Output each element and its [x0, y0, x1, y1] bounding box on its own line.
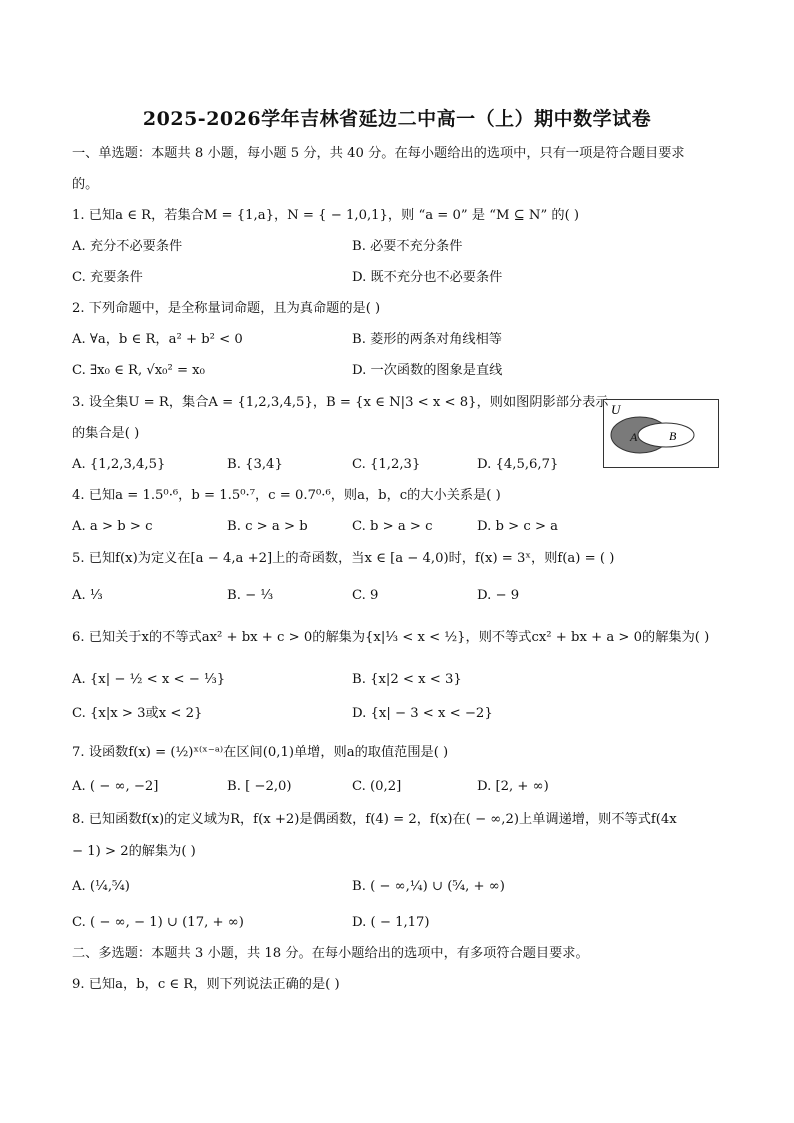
q6-option-b: B. {x|2 < x < 3}	[352, 672, 462, 687]
question-6-stem: 6. 已知关于x的不等式ax² + bx + c > 0的解集为{x|⅓ < x < ½}，则不等式cx² + bx + a > 0的解集为( )	[72, 630, 710, 645]
section1-heading-line1: 一、单选题：本题共 8 小题，每小题 5 分，共 40 分。在每小题给出的选项中，只有一项是符合题目要求	[72, 146, 685, 161]
q7-option-a: A. ( − ∞, −2]	[72, 779, 159, 794]
question-8-stem-line2: − 1) > 2的解集为( )	[72, 844, 196, 859]
question-8-stem-line1: 8. 已知函数f(x)的定义域为R，f(x +2)是偶函数，f(4) = 2，f(x)在( − ∞,2)上单调递增，则不等式f(4x	[72, 812, 677, 827]
q1-option-c: C. 充要条件	[72, 270, 143, 285]
question-1-stem: 1. 已知a ∈ R，若集合M = {1,a}，N = { − 1,0,1}，则 “a = 0” 是 “M ⊆ N” 的( )	[72, 208, 580, 223]
q2-option-b: B. 菱形的两条对角线相等	[352, 332, 502, 347]
q5-option-c: C. 9	[352, 588, 379, 603]
q2-option-d: D. 一次函数的图象是直线	[352, 363, 503, 378]
q8-option-c: C. ( − ∞, − 1) ∪ (17, + ∞)	[72, 915, 244, 930]
q4-option-d: D. b > c > a	[477, 519, 559, 534]
venn-set-b-label: B	[669, 429, 677, 443]
q5-option-b: B. − ⅓	[227, 588, 274, 603]
venn-diagram-svg	[604, 400, 718, 467]
q7-option-c: C. (0,2]	[352, 779, 402, 794]
q3-option-b: B. {3,4}	[227, 457, 283, 472]
q1-option-a: A. 充分不必要条件	[72, 239, 183, 254]
q7-option-b: B. [ −2,0)	[227, 779, 292, 794]
exam-title: 2025-2026学年吉林省延边二中高一（上）期中数学试卷	[142, 108, 652, 130]
q8-option-b: B. ( − ∞,¼) ∪ (⁵⁄₄, + ∞)	[352, 879, 505, 894]
venn-diagram	[603, 399, 719, 468]
q6-option-c: C. {x|x > 3或x < 2}	[72, 706, 203, 721]
question-4-stem: 4. 已知a = 1.5⁰·⁶，b = 1.5⁰·⁷，c = 0.7⁰·⁶，则a，b，c的大小关系是( )	[72, 488, 501, 503]
question-9-stem: 9. 已知a，b，c ∈ R，则下列说法正确的是( )	[72, 977, 340, 992]
venn-set-a-label: A	[630, 430, 638, 444]
set-b-ellipse	[638, 423, 694, 447]
q8-option-d: D. ( − 1,17)	[352, 915, 430, 930]
q8-option-a: A. (¹⁄₄,⁵⁄₄)	[72, 879, 130, 894]
q2-option-c: C. ∃x₀ ∈ R, √x₀² = x₀	[72, 363, 205, 378]
q2-option-a: A. ∀a，b ∈ R，a² + b² < 0	[72, 332, 243, 347]
q1-option-d: D. 既不充分也不必要条件	[352, 270, 503, 285]
question-3-stem-line2: 的集合是( )	[72, 426, 140, 441]
question-7-stem: 7. 设函数f(x) = (½)ˣ⁽ˣ⁻ᵃ⁾在区间(0,1)单增，则a的取值范围是( )	[72, 745, 449, 760]
q6-option-a: A. {x| − ½ < x < − ⅓}	[72, 672, 226, 687]
q4-option-c: C. b > a > c	[352, 519, 433, 534]
q3-option-c: C. {1,2,3}	[352, 457, 421, 472]
venn-universe-label: U	[611, 402, 621, 417]
question-3-stem-line1: 3. 设全集U = R，集合A = {1,2,3,4,5}，B = {x ∈ N|3 < x < 8}，则如图阴影部分表示	[72, 395, 609, 410]
q1-option-b: B. 必要不充分条件	[352, 239, 463, 254]
q3-option-d: D. {4,5,6,7}	[477, 457, 559, 472]
question-5-stem: 5. 已知f(x)为定义在[a − 4,a +2]上的奇函数，当x ∈ [a − 4,0)时，f(x) = 3ˣ，则f(a) = ( )	[72, 551, 615, 566]
question-2-stem: 2. 下列命题中，是全称量词命题，且为真命题的是( )	[72, 301, 381, 316]
q3-option-a: A. {1,2,3,4,5}	[72, 457, 166, 472]
q7-option-d: D. [2, + ∞)	[477, 779, 549, 794]
q4-option-a: A. a > b > c	[72, 519, 153, 534]
section1-heading-line2: 的。	[72, 177, 99, 192]
section2-heading: 二、多选题：本题共 3 小题，共 18 分。在每小题给出的选项中，有多项符合题目要求。	[72, 946, 589, 961]
q5-option-d: D. − 9	[477, 588, 520, 603]
q5-option-a: A. ⅓	[72, 588, 103, 603]
q4-option-b: B. c > a > b	[227, 519, 308, 534]
q6-option-d: D. {x| − 3 < x < −2}	[352, 706, 493, 721]
